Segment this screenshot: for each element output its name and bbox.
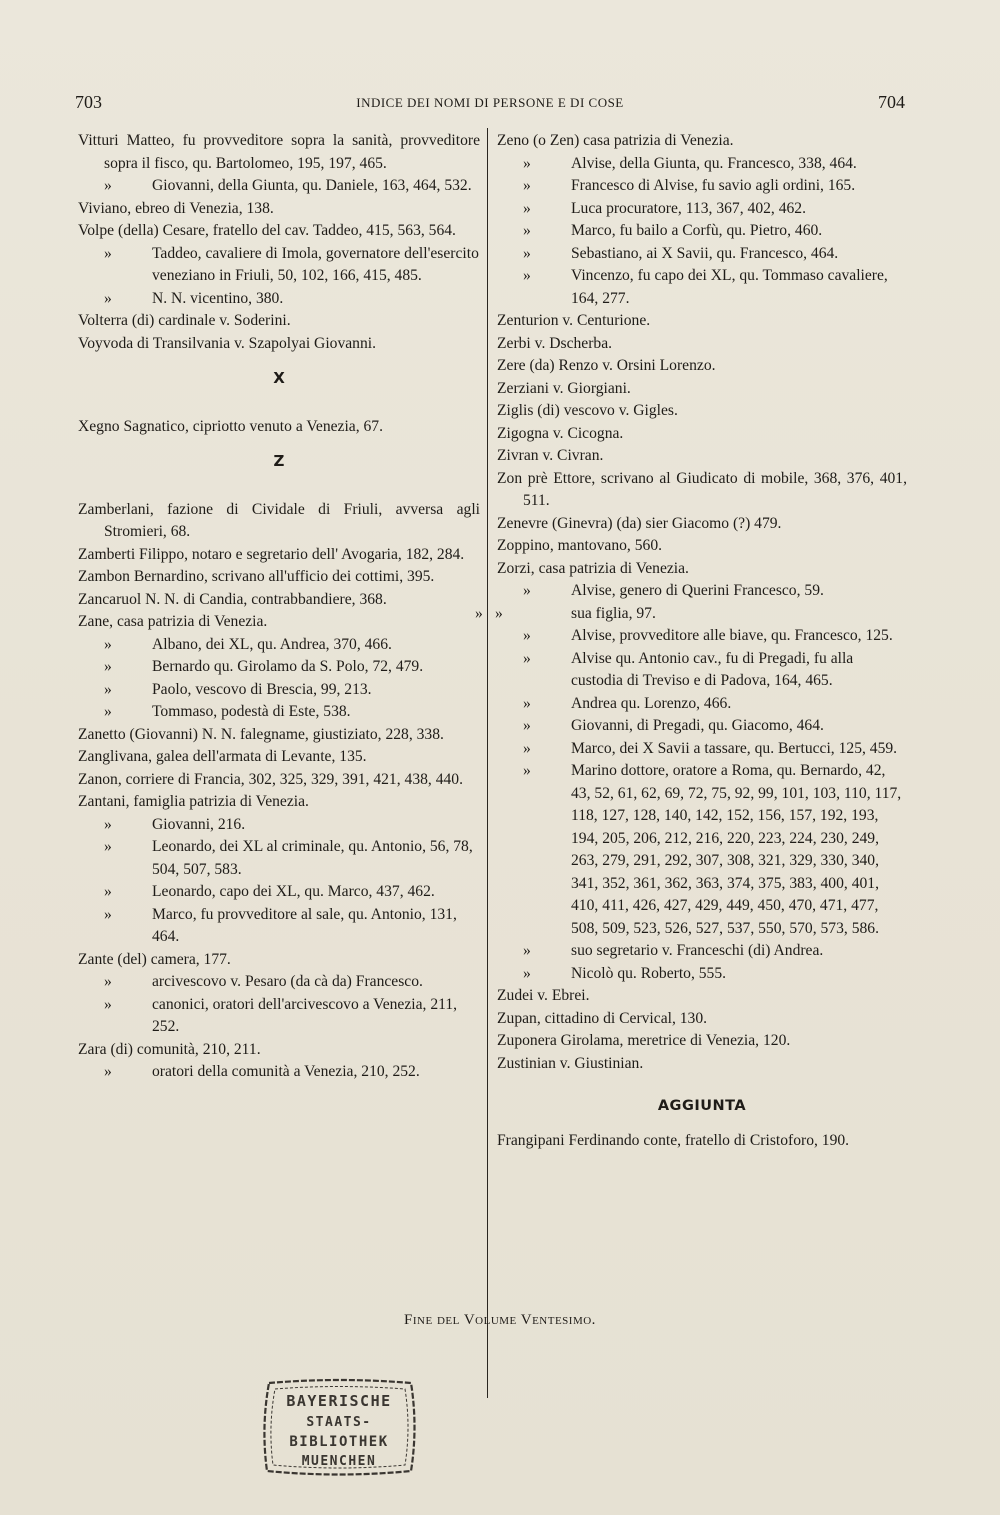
index-entry [78, 416, 480, 439]
entry-text: Leonardo, capo dei XL, qu. Marco, 437, 462. [152, 883, 435, 900]
entry-text: Paolo, vescovo di Brescia, 99, 213. [152, 680, 372, 698]
index-subentry [78, 904, 480, 949]
entry-text: Zoppino, mantovano, 560. [497, 537, 663, 554]
index-subentry [497, 265, 907, 310]
entry-list [78, 499, 480, 1084]
entry-text: Vincenzo, fu capo dei XL, qu. Tommaso cavaliere, 164, 277. [571, 267, 888, 307]
ditto-mark: » [104, 815, 112, 833]
index-entry [78, 611, 480, 634]
page-header [75, 92, 905, 116]
ditto-mark: » [495, 604, 503, 622]
entry-text: sua figlia, 97. [571, 604, 656, 622]
index-entry [78, 220, 480, 243]
entry-text: Zanglivana, galea dell'armata di Levante, 135. [78, 748, 367, 765]
entry-text: Albano, dei XL, qu. Andrea, 370, 466. [152, 635, 392, 653]
entry-text: Zamberti Filippo, notaro e segretario dell' Avogaria, 182, 284. [78, 545, 465, 563]
entry-text: Zustinian v. Giustinian. [497, 1054, 644, 1072]
entry-text: Zorzi, casa patrizia di Venezia. [497, 559, 689, 577]
entry-text: Volpe (della) Cesare, fratello del cav. Taddeo, 415, 563, 564. [78, 222, 456, 239]
index-subentry [78, 634, 480, 657]
ditto-mark: » [523, 244, 531, 262]
index-entry [78, 198, 480, 221]
column-divider [487, 128, 488, 1398]
ditto-mark: » [104, 973, 112, 990]
entry-text: Zigogna v. Cicogna. [497, 424, 624, 442]
entry-text: Zuponera Girolama, meretrice di Venezia, 120. [497, 1032, 791, 1049]
stamp-line: STAATS- [306, 1415, 372, 1430]
section-heading-x: X [273, 369, 285, 387]
index-entry [497, 468, 907, 513]
ditto-mark: » [104, 244, 112, 262]
entry-text: Zantani, famiglia patrizia di Venezia. [78, 793, 309, 810]
entry-text: Zupan, cittadino di Cervical, 130. [497, 1009, 708, 1027]
entry-list [497, 1130, 907, 1153]
index-subentry [78, 288, 480, 311]
index-subentry [497, 715, 907, 738]
entry-text: Giovanni, della Giunta, qu. Daniele, 163, 464, 532. [152, 177, 472, 194]
ditto-mark: » [104, 838, 112, 855]
entry-text: Tommaso, podestà di Este, 538. [152, 703, 351, 720]
entry-text: Alvise, della Giunta, qu. Francesco, 338, 464. [571, 154, 857, 172]
entry-text: Marco, fu bailo a Corfù, qu. Pietro, 460. [571, 222, 823, 239]
entry-list [475, 130, 907, 1075]
ditto-mark: » [104, 703, 112, 720]
entry-list [78, 130, 480, 355]
ditto-mark: » [104, 883, 112, 900]
ditto-mark: » [104, 635, 112, 653]
ditto-mark: » [104, 995, 112, 1013]
left-page-number: 703 [75, 92, 102, 112]
index-entry [78, 746, 480, 769]
index-entry [497, 1008, 907, 1031]
library-stamp [255, 1375, 423, 1481]
entry-text: Marco, dei X Savii a tassare, qu. Bertucci, 125, 459. [571, 739, 898, 757]
index-entry [78, 949, 480, 972]
index-entry [497, 558, 907, 581]
ditto-mark: » [104, 905, 112, 923]
section-heading-z: Z [273, 452, 285, 470]
index-entry [78, 589, 480, 612]
entry-text: Viviano, ebreo di Venezia, 138. [78, 199, 274, 217]
index-subentry [497, 243, 907, 266]
index-subentry [497, 198, 907, 221]
entry-text: Zancaruol N. N. di Candia, contrabbandiere, 368. [78, 590, 387, 608]
entry-text: Zante (del) camera, 177. [78, 950, 231, 968]
entry-text: canonici, oratori dell'arcivescovo a Venezia, 211, 252. [152, 995, 458, 1035]
index-entry [497, 985, 907, 1008]
index-entry [497, 400, 907, 423]
ditto-mark: » [523, 739, 531, 757]
index-entry [78, 724, 480, 747]
entry-text: Zenturion v. Centurione. [497, 312, 651, 329]
index-entry [78, 791, 480, 814]
index-entry [78, 1039, 480, 1062]
entry-text: arcivescovo v. Pesaro (da cà da) Francesco. [152, 973, 423, 990]
entry-text: Alvise, genero di Querini Francesco, 59. [571, 582, 824, 599]
entry-text: Zanon, corriere di Francia, 302, 325, 329, 391, 421, 438, 440. [78, 770, 464, 788]
entry-text: suo segretario v. Franceschi (di) Andrea. [571, 942, 824, 959]
left-column [78, 130, 480, 1084]
ditto-mark: » [104, 680, 112, 698]
ditto-mark: » [104, 658, 112, 675]
index-subentry [78, 701, 480, 724]
stamp-line: BAYERISCHE [286, 1392, 392, 1410]
entry-text: Alvise qu. Antonio cav., fu di Pregadi, fu alla custodia di Treviso e di Padova, 164, 465. [571, 649, 854, 689]
index-entry [78, 769, 480, 792]
aggiunta-heading: AGGIUNTA [657, 1098, 747, 1114]
index-entry [497, 1030, 907, 1053]
index-subentry [78, 243, 480, 288]
ditto-mark: » [523, 582, 531, 599]
index-entry [497, 1130, 907, 1153]
ditto-mark: » [523, 942, 531, 959]
ditto-mark: » [523, 717, 531, 734]
entry-text: Zane, casa patrizia di Venezia. [78, 613, 268, 630]
running-title: INDICE DEI NOMI DI PERSONE E DI COSE [356, 95, 624, 110]
entry-text: Giovanni, 216. [152, 815, 246, 833]
index-entry [78, 566, 480, 589]
index-subentry [497, 963, 907, 986]
ditto-mark: » [523, 199, 531, 217]
right-column [475, 130, 907, 1152]
index-entry [497, 355, 907, 378]
entry-text: Zon prè Ettore, scrivano al Giudicato di mobile, 368, 376, 401, 511. [497, 469, 907, 509]
index-entry [497, 535, 907, 558]
entry-text: N. N. vicentino, 380. [152, 289, 284, 307]
stamp-line: BIBLIOTHEK [289, 1434, 389, 1450]
index-entry [497, 130, 907, 153]
entry-text: Bernardo qu. Girolamo da S. Polo, 72, 479. [152, 658, 424, 675]
entry-text: Nicolò qu. Roberto, 555. [571, 964, 727, 982]
ditto-mark: » [104, 177, 112, 194]
entry-text: Zerbi v. Dscherba. [497, 334, 613, 352]
index-subentry [497, 693, 907, 716]
entry-text: Zenevre (Ginevra) (da) sier Giacomo (?) 479. [497, 514, 782, 532]
index-entry [78, 130, 480, 175]
entry-text: Luca procuratore, 113, 367, 402, 462. [571, 199, 806, 217]
ditto-mark: » [104, 289, 112, 307]
index-subentry [78, 994, 480, 1039]
index-subentry [78, 175, 480, 198]
index-subentry [497, 940, 907, 963]
index-subentry [78, 1061, 480, 1084]
entry-text: Voyvoda di Transilvania v. Szapolyai Giovanni. [78, 334, 376, 352]
entry-text: Xegno Sagnatico, cipriotto venuto a Venezia, 67. [78, 417, 384, 435]
index-entry [497, 445, 907, 468]
entry-text: Ziglis (di) vescovo v. Gigles. [497, 402, 678, 419]
entry-text: Alvise, provveditore alle biave, qu. Francesco, 125. [571, 627, 893, 644]
index-subentry [497, 648, 907, 693]
ditto-mark: » [523, 177, 531, 194]
ditto-mark: » [523, 154, 531, 172]
index-subentry [78, 971, 480, 994]
entry-text: Zivran v. Civran. [497, 447, 604, 464]
index-subentry [497, 738, 907, 761]
ditto-mark: » [523, 649, 531, 667]
index-subentry [497, 153, 907, 176]
ditto-mark: » [523, 964, 531, 982]
ditto-mark: » [523, 267, 531, 284]
entry-text: Giovanni, di Pregadi, qu. Giacomo, 464. [571, 717, 824, 734]
entry-text: Zere (da) Renzo v. Orsini Lorenzo. [497, 357, 716, 374]
index-subentry [78, 656, 480, 679]
entry-list [78, 416, 480, 439]
index-subentry [475, 603, 907, 626]
index-entry [497, 333, 907, 356]
entry-text: Zara (di) comunità, 210, 211. [78, 1040, 261, 1058]
entry-text: Volterra (di) cardinale v. Soderini. [78, 312, 291, 329]
index-entry [497, 423, 907, 446]
entry-text: Marco, fu provveditore al sale, qu. Antonio, 131, 464. [152, 905, 457, 945]
index-subentry [497, 760, 907, 940]
entry-text: Zamberlani, fazione di Cividale di Friuli, avversa agli Stromieri, 68. [78, 500, 480, 540]
entry-text: Francesco di Alvise, fu savio agli ordini, 165. [571, 177, 856, 194]
entry-text: Sebastiano, ai X Savii, qu. Francesco, 464. [571, 244, 839, 262]
entry-text: Andrea qu. Lorenzo, 466. [571, 694, 732, 712]
ditto-mark: » [523, 762, 531, 779]
index-subentry [497, 580, 907, 603]
index-subentry [78, 814, 480, 837]
index-entry [497, 310, 907, 333]
index-subentry [78, 836, 480, 881]
index-subentry [497, 625, 907, 648]
index-entry [78, 544, 480, 567]
entry-text: Marino dottore, oratore a Roma, qu. Bernardo, 42, 43, 52, 61, 62, 69, 72, 75, 92, 99, 101, 103, 110, 117, 118, 127, 128, 140, 142, 152, 156, 157, 192, 193, 194, 205, 206, 212, 216, 220, 223, 224, 230, 249, 263, 279, 291, 292, 307, 308, 321, 329, 330, 340, 341, 352, 361, 362, 363, 374, 375, 383, 400, 401, 410, 411, 426, 427, 429, 449, 450, 470, 471, 477, 508, 509, 523, 526, 527, 537, 550, 570, 573, 586. [571, 762, 902, 937]
index-entry [78, 310, 480, 333]
index-entry [497, 1053, 907, 1076]
index-subentry [78, 881, 480, 904]
index-subentry [78, 679, 480, 702]
entry-text: Taddeo, cavaliere di Imola, governatore dell'esercito veneziano in Friuli, 50, 102, 166, 415, 485. [152, 244, 479, 284]
volume-end-note: Fine del Volume Ventesimo. [404, 1312, 596, 1328]
index-entry [78, 499, 480, 544]
ditto-mark: » [523, 694, 531, 712]
index-entry [497, 378, 907, 401]
entry-text: Zeno (o Zen) casa patrizia di Venezia. [497, 132, 734, 149]
index-subentry [497, 175, 907, 198]
ditto-mark: » [104, 1063, 112, 1080]
ditto-mark: » [523, 627, 531, 644]
ditto-mark: » [523, 222, 531, 239]
entry-text: Leonardo, dei XL al criminale, qu. Antonio, 56, 78, 504, 507, 583. [152, 838, 473, 878]
entry-text: Zanetto (Giovanni) N. N. falegname, giustiziato, 228, 338. [78, 725, 444, 743]
stamp-line: MUENCHEN [301, 1454, 377, 1469]
ditto-mark: » [475, 604, 483, 622]
entry-text: oratori della comunità a Venezia, 210, 252. [152, 1063, 420, 1080]
index-entry [497, 513, 907, 536]
right-page-number: 704 [878, 92, 905, 112]
entry-text: Zerziani v. Giorgiani. [497, 379, 631, 397]
entry-text: Vitturi Matteo, fu provveditore sopra la sanità, provveditore sopra il fisco, qu. Bartolomeo, 195, 197, 465. [78, 132, 480, 172]
index-entry [78, 333, 480, 356]
entry-text: Frangipani Ferdinando conte, fratello di Cristoforo, 190. [497, 1131, 850, 1149]
entry-text: Zudei v. Ebrei. [497, 987, 590, 1004]
index-subentry [497, 220, 907, 243]
entry-text: Zambon Bernardino, scrivano all'ufficio dei cottimi, 395. [78, 568, 435, 585]
